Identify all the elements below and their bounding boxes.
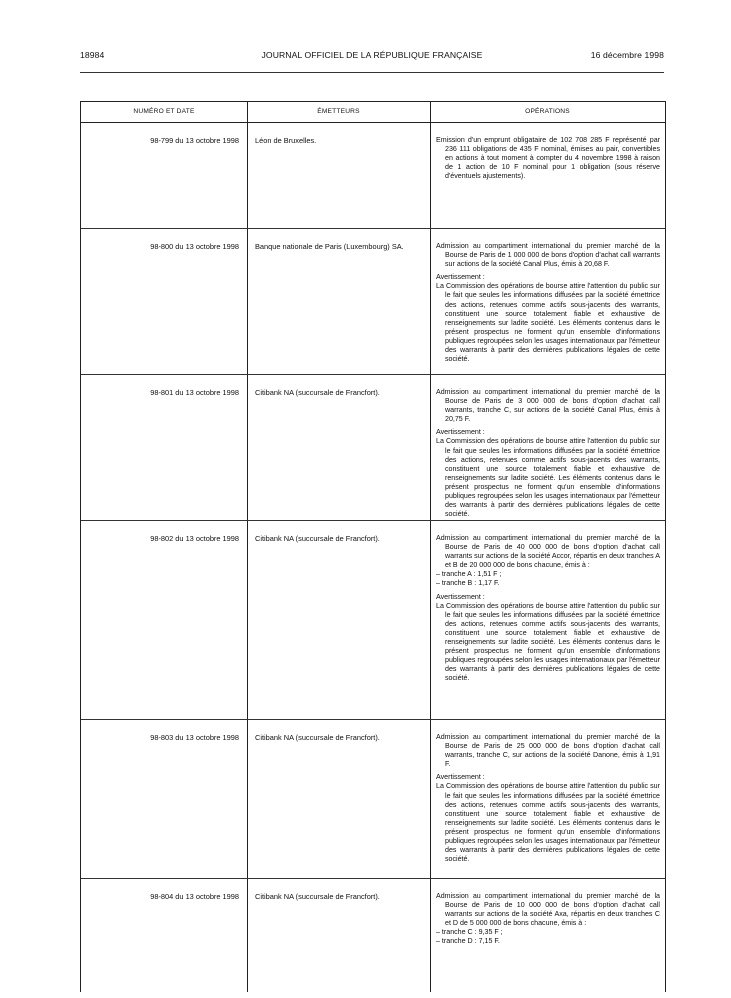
tranche-item: – tranche C : 9,35 F ; <box>436 928 503 937</box>
operation-description: Admission au compartiment international du premier marché de la Bourse de Paris de 3 000 000 de bons d'option d'achat call warrants, tranche C, sur actions de la société Canal Plus, émis à 20,75 F. <box>436 388 660 424</box>
column-header-number-date: NUMÉRO ET DATE <box>133 108 195 115</box>
header-rule <box>80 72 664 73</box>
operations-table <box>80 101 666 992</box>
table-row <box>81 228 665 374</box>
issuer-name: Citibank NA (succursale de Francfort). <box>255 388 380 397</box>
column-header-issuers: ÉMETTEURS <box>317 108 360 115</box>
decision-number-date: 98-804 du 13 octobre 1998 <box>150 892 239 901</box>
journal-title: JOURNAL OFFICIEL DE LA RÉPUBLIQUE FRANÇAISE <box>261 50 483 60</box>
operation-description: Admission au compartiment international du premier marché de la Bourse de Paris de 40 000 000 de bons d'option d'achat call warrants sur actions de la société Accor, répartis en deux tranches A et B de 20 000 000 de bons chacune, émis à : <box>436 534 660 570</box>
table-row <box>81 719 665 878</box>
warning-text: La Commission des opérations de bourse attire l'attention du public sur le fait que seules les informations diffusées par la société émettrice des actions, retenues comme actifs sous-jacents des warrants, constituent une source totalement fiable et exhaustive de renseignements sur ladite société. Les éléments contenus dans le présent prospectus ne forment qu'un ensemble d'informations publiques regroupées selon les usages internationaux par l'émetteur des warrants à partir des dernières publications légales de cette société. <box>436 437 660 519</box>
operation-description: Admission au compartiment international du premier marché de la Bourse de Paris de 10 000 000 de bons d'option d'achat call warrants sur actions de la société Axa, répartis en deux tranches C et D de 5 000 000 de bons chacune, émis à : <box>436 892 660 928</box>
operation-text <box>436 388 660 519</box>
table-header <box>81 102 665 123</box>
warning-text: La Commission des opérations de bourse attire l'attention du public sur le fait que seules les informations diffusées par la société émettrice des actions, retenues comme actifs sous-jacents des warrants, constituent une source totalement fiable et exhaustive de renseignements sur ladite société. Les éléments contenus dans le présent prospectus ne forment qu'un ensemble d'informations publiques regroupées selon les usages internationaux par l'émetteur des warrants à partir des dernières publications légales de cette société. <box>436 601 660 683</box>
issuer-name: Citibank NA (succursale de Francfort). <box>255 534 380 543</box>
page-number: 18984 <box>80 50 105 60</box>
decision-number-date: 98-799 du 13 octobre 1998 <box>150 136 239 145</box>
operation-text <box>436 136 660 181</box>
warning-text: La Commission des opérations de bourse attire l'attention du public sur le fait que seules les informations diffusées par la société émettrice des actions, retenues comme actifs sous-jacents des warrants, constituent une source totalement fiable et exhaustive de renseignements sur ladite société. Les éléments contenus dans le présent prospectus ne forment qu'un ensemble d'informations publiques regroupées selon les usages internationaux par l'émetteur des warrants à partir des dernières publications légales de cette société. <box>436 282 660 364</box>
tranche-item: – tranche A : 1,51 F ; <box>436 570 502 579</box>
warning-title: Avertissement : <box>436 592 485 601</box>
operation-text <box>436 534 660 684</box>
tranche-item: – tranche D : 7,15 F. <box>436 937 500 946</box>
decision-number-date: 98-801 du 13 octobre 1998 <box>150 388 239 397</box>
tranche-item: – tranche B : 1,17 F. <box>436 579 500 588</box>
page-header <box>80 50 664 64</box>
warning-title: Avertissement : <box>436 773 485 782</box>
operation-description: Emission d'un emprunt obligataire de 102 708 285 F représenté par 236 111 obligations de 435 F nominal, émises au pair, convertibles en actions à tout moment à compter du 4 novembre 1998 à raison de 1 action de 10 F nominal pour 1 obligation (sous réserve d'éventuels ajustements). <box>436 136 660 181</box>
issuer-name: Léon de Bruxelles. <box>255 136 317 145</box>
operation-text <box>436 892 660 947</box>
issuer-name: Citibank NA (succursale de Francfort). <box>255 892 380 901</box>
decision-number-date: 98-802 du 13 octobre 1998 <box>150 534 239 543</box>
publication-date: 16 décembre 1998 <box>590 50 664 60</box>
operation-description: Admission au compartiment international du premier marché de la Bourse de Paris de 1 000 000 de bons d'option d'achat call warrants sur actions de la société Canal Plus, émis à 20,68 F. <box>436 242 660 269</box>
operation-text <box>436 242 660 364</box>
table-row <box>81 878 665 998</box>
warning-title: Avertissement : <box>436 273 485 282</box>
warning-text: La Commission des opérations de bourse attire l'attention du public sur le fait que seules les informations diffusées par la société émettrice des actions, retenues comme actifs sous-jacents des warrants, constituent une source totalement fiable et exhaustive de renseignements sur ladite société. Les éléments contenus dans le présent prospectus ne forment qu'un ensemble d'informations publiques regroupées selon les usages internationaux par l'émetteur des warrants à partir des dernières publications légales de cette société. <box>436 782 660 864</box>
table-row <box>81 374 665 520</box>
decision-number-date: 98-803 du 13 octobre 1998 <box>150 733 239 742</box>
warning-title: Avertissement : <box>436 428 485 437</box>
issuer-name: Banque nationale de Paris (Luxembourg) SA. <box>255 242 404 251</box>
column-header-operations: OPÉRATIONS <box>525 108 570 115</box>
table-row <box>81 122 665 228</box>
issuer-name: Citibank NA (succursale de Francfort). <box>255 733 380 742</box>
decision-number-date: 98-800 du 13 octobre 1998 <box>150 242 239 251</box>
operation-text <box>436 733 660 864</box>
operation-description: Admission au compartiment international du premier marché de la Bourse de Paris de 25 000 000 de bons d'option d'achat call warrants, tranche C, sur actions de la société Danone, émis à 1,91 F. <box>436 733 660 769</box>
table-row <box>81 520 665 719</box>
